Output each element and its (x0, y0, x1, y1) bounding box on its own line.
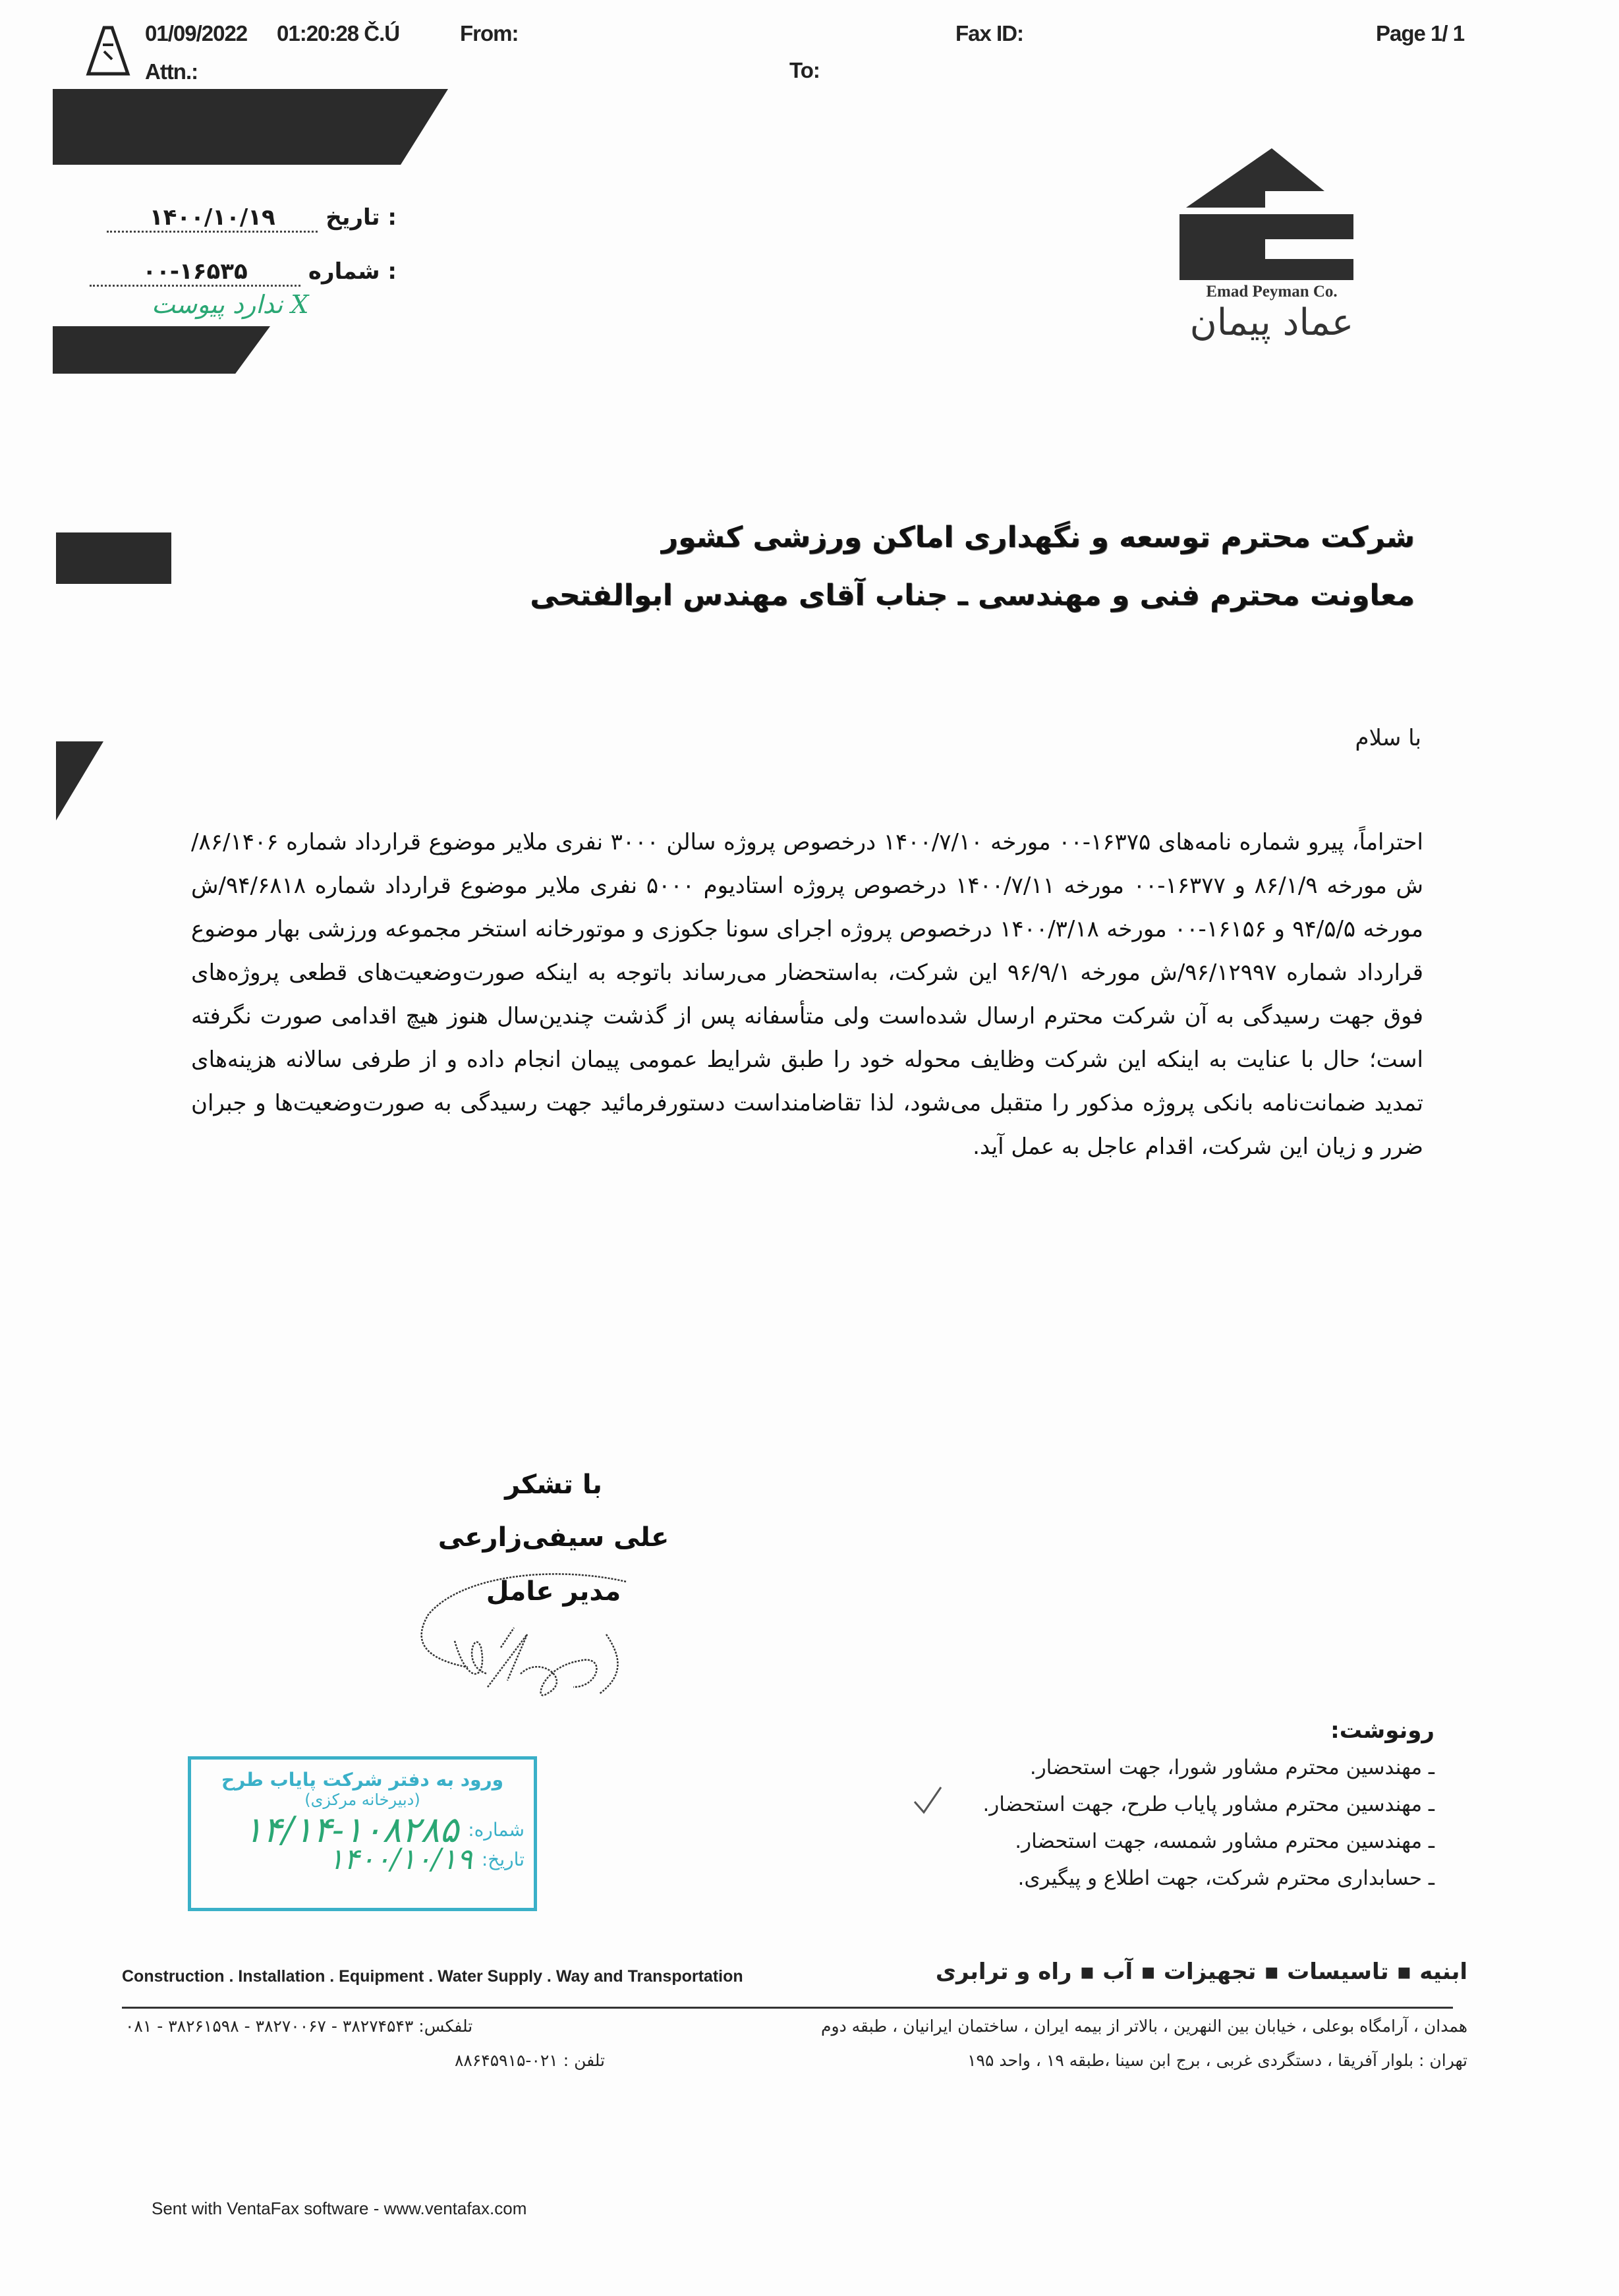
phone-value: ۰۲۱-۸۸۶۴۵۹۱۵ (455, 2051, 558, 2070)
stamp-number-label: شماره: (468, 1819, 525, 1841)
house-e-logo-icon (1179, 148, 1364, 280)
addressee-line-1: شرکت محترم توسعه و نگهداری اماکن ورزشی کشور (661, 521, 1415, 554)
signer-title: مدیر عامل (486, 1576, 621, 1607)
cc-item: ـ حسابداری محترم شرکت، جهت اطلاع و پیگیری. (1017, 1866, 1434, 1890)
stamp-subtitle: (دبیرخانه مرکزی) (304, 1791, 420, 1809)
letter-date-row (107, 204, 397, 233)
receipt-stamp (188, 1756, 537, 1911)
fax-id-label: Fax ID: (955, 21, 1024, 45)
letter-number-row (90, 258, 397, 287)
greeting: با سلام (1355, 725, 1421, 751)
handwritten-note: X ندارد پیوست (152, 290, 309, 319)
fax-date: 01/09/2022 (145, 21, 248, 45)
redaction-bar (53, 326, 270, 374)
stamp-date-label: تاریخ: (481, 1849, 525, 1870)
cc-item: ـ مهندسین محترم مشاور شورا، جهت استحضار. (1029, 1756, 1434, 1779)
letter-number-value: ۰۰-۱۶۵۳۵ (90, 258, 300, 287)
letter-number-label: : شماره (308, 258, 397, 285)
company-name-fa: عماد پیمان (1189, 301, 1354, 344)
telefax-label: تلفکس: (418, 2017, 473, 2036)
letter-body: احتراماً، پیرو شماره نامه‌های ۱۶۳۷۵-۰۰ مورخه ۱۴۰۰/۷/۱۰ درخصوص پروژه سالن ۳۰۰۰ نفری ملایر موضوع قرارداد شماره ۸۶/۱۴۰۶/ش مورخه ۸۶/۱/۹ و ۱۶۳۷۷-۰۰ مورخه ۱۴۰۰/۷/۱۱ درخصوص پروژه استادیوم ۵۰۰۰ نفری ملایر موضوع قرارداد شماره ۹۴/۶۸۱۸/ش مورخه ۹۴/۵/۵ و ۱۶۱۵۶-۰۰ مورخه ۱۴۰۰/۳/۱۸ درخصوص پروژه اجرای سونا جکوزی و موتورخانه استخر مجموعه ورزشی بهار موضوع قرارداد شماره ۹۶/۱۲۹۹۷/ش مورخه ۹۶/۹/۱ این شرکت، به‌استحضار می‌رساند باتوجه به اینکه صورت‌وضعیت‌های قطعی پروژه‌های فوق جهت رسیدگی به آن شرکت محترم ارسال شده‌است ولی متأسفانه پس از گذشت چندین‌سال هنوز هیچ اقدامی صورت نگرفته است؛ حال با عنایت به اینکه این شرکت وظایف محوله خود را طبق شرایط عمومی پیمان انجام داده و از طرفی سالانه هزینه‌های تمدید ضمانت‌نامه بانکی پروژه مذکور را متقبل می‌شود، لذا تقاضامنداست دستورفرمائید جهت رسیدگی به صورت‌وضعیت‌ها و جبران ضرر و زیان این شرکت، اقدام عاجل به عمل آید. (191, 829, 1423, 1160)
fax-software-footer: Sent with VentaFax software - www.ventafax.com (152, 2198, 527, 2218)
signer-name: علی سیفی‌زارعی (438, 1522, 669, 1553)
footer-tehran-address: تهران : بلوار آفریقا ، دستگردی غربی ، برج ابن سینا ،طبقه ۱۹ ، واحد ۱۹۵ (967, 2051, 1467, 2070)
stamp-number-value: ۱۴/۱۴-۱۰۸۲۸۵ (243, 1809, 459, 1851)
letter-date-label: : تاریخ (326, 204, 397, 231)
fax-from-label: From: (460, 21, 519, 45)
footer-services-en: Construction . Installation . Equipment . Water Supply . Way and Transportation (122, 1967, 743, 1986)
fax-attn-label: Attn.: (145, 59, 198, 84)
fax-page-label: Page 1/ 1 (1376, 21, 1465, 45)
fax-triangle-logo-icon (84, 25, 132, 78)
footer-phone (455, 2051, 605, 2070)
footer-telefax (125, 2017, 472, 2036)
fax-to-label: To: (789, 58, 820, 82)
telefax-value: ۳۸۲۷۴۵۴۳ - ۳۸۲۷۰۰۶۷ - ۳۸۲۶۱۵۹۸ - ۰۸۱ (125, 2017, 414, 2036)
cc-section (982, 1712, 1434, 1897)
stamp-title: ورود به دفتر شرکت پایاب طرح (221, 1769, 504, 1791)
decorative-bar (56, 532, 171, 584)
phone-label: تلفن : (563, 2051, 605, 2070)
closing: با تشکر (505, 1470, 602, 1500)
cc-title: رونوشت: (1330, 1717, 1434, 1744)
redaction-bar (53, 89, 448, 165)
fax-time: 01:20:28 Č.Ú (277, 21, 400, 45)
handwritten-signature (409, 1568, 685, 1700)
decorative-bar (56, 741, 103, 820)
footer-hamedan-address: همدان ، آرامگاه بوعلی ، خیابان بین النهرین ، بالاتر از بیمه ایران ، ساختمان ایرانیان ، طبقه دوم (821, 2017, 1467, 2036)
company-name-en: Emad Peyman Co. (1206, 283, 1338, 301)
cc-item: ـ مهندسین محترم مشاور شمسه، جهت استحضار. (1015, 1829, 1434, 1853)
footer-services-fa: ابنیه ▪ تاسیسات ▪ تجهیزات ▪ آب ▪ راه و ترابری (935, 1959, 1467, 1985)
cc-item: ـ مهندسین محترم مشاور پایاب طرح، جهت استحضار. (982, 1793, 1434, 1816)
handwritten-check-icon (909, 1786, 942, 1819)
letter-date-value: ۱۴۰۰/۱۰/۱۹ (107, 204, 318, 233)
addressee-line-2: معاونت محترم فنی و مهندسی ـ جناب آقای مهندس ابوالفتحی (530, 579, 1415, 612)
footer-divider (122, 2007, 1453, 2009)
company-logo (1179, 148, 1364, 366)
stamp-date-value: ۱۴۰۰/۱۰/۱۹ (328, 1843, 472, 1876)
